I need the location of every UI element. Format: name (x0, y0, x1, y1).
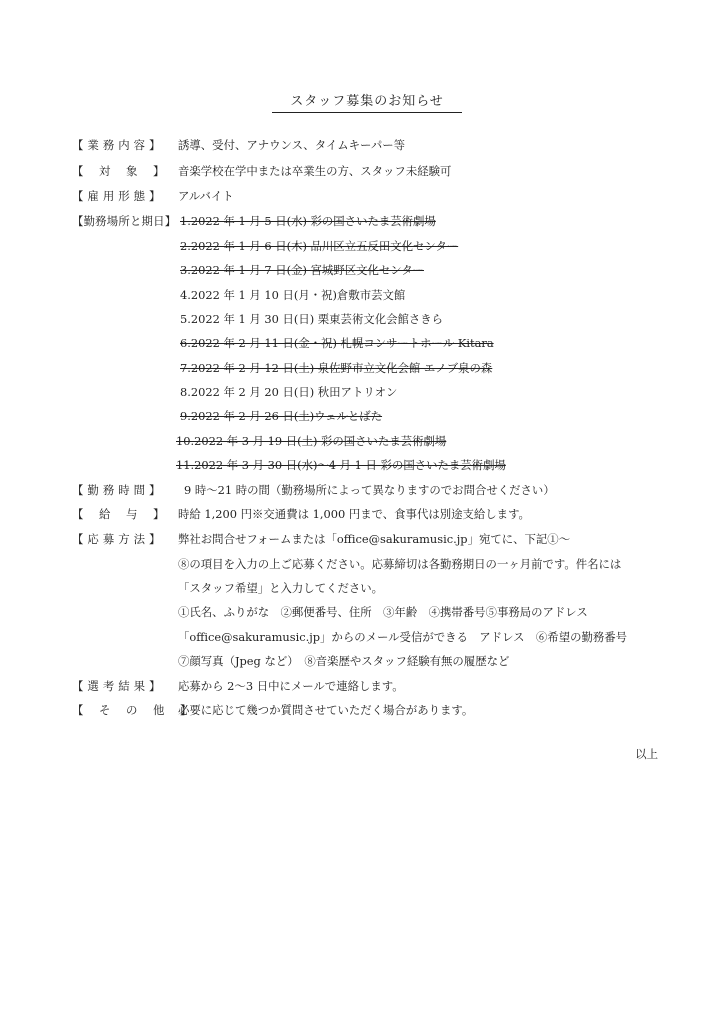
schedule-item (180, 308, 443, 330)
hours-label: 【 勤 務 時 間 】 (72, 483, 161, 497)
apply-line: ⑧の項目を入力の上ご応募ください。応募締切は各勤務期日の一ヶ月前です。件名には (178, 557, 622, 571)
schedule-item-text: 9.2022 年 2 月 26 日(土)ウェルとばた (180, 409, 383, 423)
other-label: 【 そ の 他 】 (72, 703, 192, 717)
duties-label: 【 業 務 内 容 】 (72, 138, 161, 152)
target-label: 【 対 象 】 (72, 164, 165, 178)
duties-value: 誘導、受付、アナウンス、タイムキーパー等 (178, 138, 406, 152)
schedule-item-text: 4.2022 年 1 月 10 日(月・祝)倉敷市芸文館 (180, 288, 406, 302)
schedule-item-text: 5.2022 年 1 月 30 日(日) 栗東芸術文化会館さきら (180, 312, 444, 326)
schedule-item-text: 10.2022 年 3 月 19 日(土) 彩の国さいたま芸術劇場 (176, 434, 447, 448)
schedule-item-text: 11.2022 年 3 月 30 日(水)～4 月 1 日 彩の国さいたま芸術劇場 (176, 458, 506, 472)
target-value: 音楽学校在学中または卒業生の方、スタッフ未経験可 (178, 164, 452, 178)
schedule-item (180, 284, 405, 306)
apply-line: ①氏名、ふりがな ②郵便番号、住所 ③年齢 ④携帯番号⑤事務局のアドレス (178, 605, 588, 619)
selection-label: 【 選 考 結 果 】 (72, 679, 161, 693)
pay-value: 時給 1,200 円※交通費は 1,000 円まで、食事代は別途支給します。 (178, 507, 530, 521)
target-row (72, 160, 664, 182)
schedule-item-text: 6.2022 年 2 月 11 日(金・祝) 札幌コンサートホール Kitara (180, 336, 494, 350)
hours-row (72, 479, 664, 501)
apply-line: 「スタッフ希望」と入力してください。 (178, 581, 384, 595)
pay-row (72, 503, 664, 525)
duties-row (72, 134, 664, 156)
apply-line: ⑦顔写真（Jpeg など） ⑧音楽歴やスタッフ経験有無の履歴など (178, 654, 510, 668)
employment-row (72, 185, 664, 207)
schedule-item-text: 3.2022 年 1 月 7 日(金) 宮城野区文化センター (180, 263, 424, 277)
schedule-item-text: 1.2022 年 1 月 5 日(水) 彩の国さいたま芸術劇場 (180, 214, 436, 228)
schedule-item-text: 8.2022 年 2 月 20 日(日) 秋田アトリオン (180, 385, 398, 399)
schedule-item-text: 2.2022 年 1 月 6 日(木) 品川区立五反田文化センター (180, 239, 459, 253)
schedule-item-text: 7.2022 年 2 月 12 日(土) 泉佐野市立文化会館 エノブ泉の森 (180, 361, 493, 375)
page-title: スタッフ募集のお知らせ (272, 90, 462, 113)
other-value: 必要に応じて幾つか質問させていただく場合があります。 (178, 703, 474, 717)
apply-line: 弊社お問合せフォームまたは「office@sakuramusic.jp」宛てに、下記①～ (178, 532, 571, 546)
employment-value: アルバイト (178, 189, 234, 203)
selection-value: 応募から 2～3 日中にメールで連絡します。 (178, 679, 404, 693)
apply-label: 【 応 募 方 法 】 (72, 532, 161, 546)
closing-text: 以上 (635, 747, 658, 761)
schedule-item (180, 381, 397, 403)
other-row (72, 699, 664, 721)
schedule-label: 【勤務場所と期日】 (72, 214, 177, 228)
selection-row (72, 675, 664, 697)
apply-line: 「office@sakuramusic.jp」からのメール受信ができる アドレス ⑥希望の勤務番号 (178, 630, 628, 644)
hours-value: 9 時～21 時の間（勤務場所によって異なりますのでお問合せください） (184, 483, 555, 497)
pay-label: 【 給 与 】 (72, 507, 165, 521)
employment-label: 【 雇 用 形 態 】 (72, 189, 161, 203)
